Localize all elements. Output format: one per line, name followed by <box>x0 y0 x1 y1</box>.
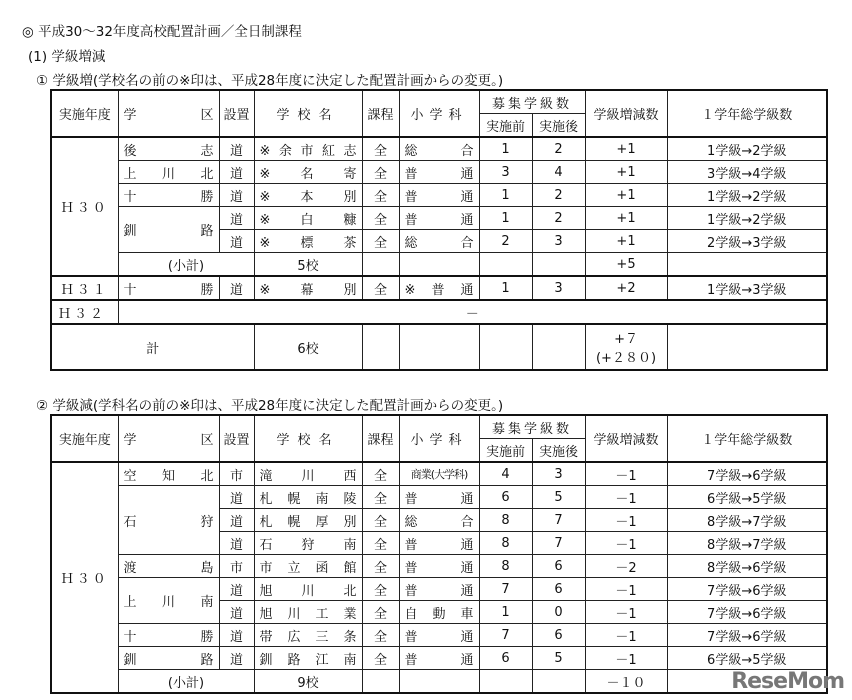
total-cell: 8学級→7学級 <box>667 532 827 555</box>
empty-cell <box>399 670 479 694</box>
subtotal-label: (小計) <box>118 253 254 277</box>
establishment-cell: 道 <box>219 486 254 509</box>
before-cell: 8 <box>479 532 532 555</box>
header-district: 学区 <box>118 90 219 137</box>
header-after: 実施後 <box>532 439 585 463</box>
header-year: 実施年度 <box>51 415 118 462</box>
change-cell: +2 <box>585 276 667 300</box>
empty-cell <box>362 324 399 370</box>
school-name-cell: ※幕別 <box>254 276 362 300</box>
year-cell: Ｈ３１ <box>51 276 118 300</box>
establishment-cell: 道 <box>219 578 254 601</box>
header-classes: 募集学級数 <box>479 415 585 439</box>
table-row <box>51 578 827 601</box>
course-cell: 全 <box>362 276 399 300</box>
school-name-cell: ※本別 <box>254 184 362 207</box>
subject-cell: 普通 <box>399 647 479 670</box>
subject-cell: 総合 <box>399 137 479 161</box>
subject-cell: 普通 <box>399 532 479 555</box>
change-cell: +1 <box>585 161 667 184</box>
school-name-cell: ※余市紅志 <box>254 137 362 161</box>
district-cell: 空知北 <box>118 462 219 486</box>
course-cell: 全 <box>362 578 399 601</box>
before-cell: 1 <box>479 137 532 161</box>
after-cell: 4 <box>532 161 585 184</box>
header-course: 課程 <box>362 90 399 137</box>
total-cell: 7学級→6学級 <box>667 624 827 647</box>
empty-cell <box>532 253 585 277</box>
before-cell: 8 <box>479 509 532 532</box>
before-cell: 1 <box>479 184 532 207</box>
establishment-cell: 道 <box>219 509 254 532</box>
empty-cell <box>532 324 585 370</box>
subject-cell: 普通 <box>399 578 479 601</box>
empty-cell <box>667 324 827 370</box>
class-decrease-table <box>50 414 828 694</box>
before-cell: 3 <box>479 161 532 184</box>
total-change-value: +７ <box>614 332 638 347</box>
table1-caption: ① 学級増(学校名の前の※印は、平成28年度に決定した配置計画からの変更。) <box>36 73 504 89</box>
after-cell: 0 <box>532 601 585 624</box>
header-subject: 小学科 <box>399 415 479 462</box>
change-cell: －1 <box>585 647 667 670</box>
header-total: １学年総学級数 <box>667 90 827 137</box>
total-cell: 1学級→2学級 <box>667 184 827 207</box>
table-row <box>51 300 827 324</box>
subject-cell: 普通 <box>399 486 479 509</box>
before-cell: 4 <box>479 462 532 486</box>
change-cell: －1 <box>585 462 667 486</box>
empty-cell <box>479 324 532 370</box>
after-cell: 6 <box>532 578 585 601</box>
subtotal-label: (小計) <box>118 670 254 694</box>
course-cell: 全 <box>362 601 399 624</box>
total-change-note: (+２８０) <box>595 351 657 366</box>
total-cell: 3学級→4学級 <box>667 161 827 184</box>
district-cell: 上川北 <box>118 161 219 184</box>
district-cell: 石狩 <box>118 486 219 555</box>
establishment-cell: 道 <box>219 624 254 647</box>
table-row <box>51 276 827 300</box>
section-heading: (1) 学級増減 <box>28 49 106 65</box>
school-name-cell: ※白糠 <box>254 207 362 230</box>
establishment-cell: 道 <box>219 230 254 253</box>
establishment-cell: 市 <box>219 462 254 486</box>
subtotal-change: +5 <box>585 253 667 277</box>
change-cell: －2 <box>585 555 667 578</box>
total-cell: 7学級→6学級 <box>667 462 827 486</box>
header-est: 設置 <box>219 90 254 137</box>
before-cell: 7 <box>479 578 532 601</box>
table-row <box>51 462 827 486</box>
after-cell: 5 <box>532 486 585 509</box>
after-cell: 7 <box>532 509 585 532</box>
school-name-cell: 札幌南陵 <box>254 486 362 509</box>
total-schools: 6校 <box>254 324 362 370</box>
after-cell: 5 <box>532 647 585 670</box>
subject-cell: 自動車 <box>399 601 479 624</box>
table-row <box>51 647 827 670</box>
total-cell: 2学級→3学級 <box>667 230 827 253</box>
school-name-cell: 札幌厚別 <box>254 509 362 532</box>
course-cell: 全 <box>362 555 399 578</box>
establishment-cell: 道 <box>219 184 254 207</box>
after-cell: 3 <box>532 230 585 253</box>
subtotal-row <box>51 670 827 694</box>
header-total: １学年総学級数 <box>667 415 827 462</box>
before-cell: 6 <box>479 647 532 670</box>
subject-cell: 普通 <box>399 207 479 230</box>
header-year: 実施年度 <box>51 90 118 137</box>
subtotal-row <box>51 253 827 277</box>
after-cell: 7 <box>532 532 585 555</box>
course-cell: 全 <box>362 509 399 532</box>
header-change: 学級増減数 <box>585 90 667 137</box>
establishment-cell: 道 <box>219 276 254 300</box>
empty-cell <box>362 253 399 277</box>
establishment-cell: 市 <box>219 555 254 578</box>
after-cell: 2 <box>532 207 585 230</box>
total-cell: 7学級→6学級 <box>667 578 827 601</box>
total-change <box>585 324 667 370</box>
total-cell: 8学級→7学級 <box>667 509 827 532</box>
table-row <box>51 486 827 509</box>
subject-cell: 総合 <box>399 230 479 253</box>
change-cell: －1 <box>585 601 667 624</box>
course-cell: 全 <box>362 184 399 207</box>
before-cell: 6 <box>479 486 532 509</box>
change-cell: －1 <box>585 509 667 532</box>
before-cell: 1 <box>479 276 532 300</box>
before-cell: 7 <box>479 624 532 647</box>
before-cell: 1 <box>479 601 532 624</box>
course-cell: 全 <box>362 624 399 647</box>
school-name-cell: 旭川北 <box>254 578 362 601</box>
empty-cell <box>399 253 479 277</box>
before-cell: 1 <box>479 207 532 230</box>
total-cell: 8学級→6学級 <box>667 555 827 578</box>
district-cell: 十勝 <box>118 276 219 300</box>
subject-cell: 普通 <box>399 624 479 647</box>
table2-caption: ② 学級減(学科名の前の※印は、平成28年度に決定した配置計画からの変更。) <box>36 398 504 414</box>
subtotal-schools: 9校 <box>254 670 362 694</box>
total-cell: 1学級→2学級 <box>667 207 827 230</box>
school-name-cell: 帯広三条 <box>254 624 362 647</box>
total-label: 計 <box>51 324 254 370</box>
class-increase-table <box>50 89 828 371</box>
empty-cell <box>532 670 585 694</box>
district-cell: 十勝 <box>118 624 219 647</box>
subject-cell: 商業(大学科) <box>399 462 479 486</box>
subject-cell: ※普通 <box>399 276 479 300</box>
table-row <box>51 207 827 230</box>
school-name-cell: 市立函館 <box>254 555 362 578</box>
header-change: 学級増減数 <box>585 415 667 462</box>
empty-cell <box>667 253 827 277</box>
establishment-cell: 道 <box>219 137 254 161</box>
change-cell: +1 <box>585 207 667 230</box>
establishment-cell: 道 <box>219 601 254 624</box>
before-cell: 2 <box>479 230 532 253</box>
after-cell: 6 <box>532 555 585 578</box>
change-cell: －1 <box>585 624 667 647</box>
subject-cell: 普通 <box>399 184 479 207</box>
course-cell: 全 <box>362 207 399 230</box>
course-cell: 全 <box>362 161 399 184</box>
total-cell: 6学級→5学級 <box>667 647 827 670</box>
total-cell: 1学級→3学級 <box>667 276 827 300</box>
header-district: 学区 <box>118 415 219 462</box>
change-cell: －1 <box>585 578 667 601</box>
watermark-logo: ReseMom <box>731 669 844 694</box>
after-cell: 6 <box>532 624 585 647</box>
after-cell: 3 <box>532 462 585 486</box>
school-name-cell: 旭川工業 <box>254 601 362 624</box>
total-cell: 7学級→6学級 <box>667 601 827 624</box>
school-name-cell: ※標茶 <box>254 230 362 253</box>
header-row <box>51 415 827 439</box>
change-cell: －1 <box>585 532 667 555</box>
district-cell: 釧路 <box>118 207 219 253</box>
total-cell: 1学級→2学級 <box>667 137 827 161</box>
header-row <box>51 90 827 114</box>
year-cell: Ｈ３０ <box>51 462 118 693</box>
district-cell: 十勝 <box>118 184 219 207</box>
course-cell: 全 <box>362 230 399 253</box>
course-cell: 全 <box>362 486 399 509</box>
table-row <box>51 161 827 184</box>
total-row <box>51 324 827 370</box>
table-row <box>51 137 827 161</box>
header-classes: 募集学級数 <box>479 90 585 114</box>
header-before: 実施前 <box>479 114 532 138</box>
establishment-cell: 道 <box>219 161 254 184</box>
before-cell: 8 <box>479 555 532 578</box>
change-cell: +1 <box>585 230 667 253</box>
empty-cell <box>479 670 532 694</box>
district-cell: 後志 <box>118 137 219 161</box>
table-row <box>51 555 827 578</box>
district-cell: 釧路 <box>118 647 219 670</box>
header-est: 設置 <box>219 415 254 462</box>
empty-cell <box>399 324 479 370</box>
empty-cell <box>362 670 399 694</box>
school-name-cell: 釧路江南 <box>254 647 362 670</box>
district-cell: 渡島 <box>118 555 219 578</box>
course-cell: 全 <box>362 647 399 670</box>
table-row <box>51 184 827 207</box>
district-cell: 上川南 <box>118 578 219 624</box>
header-after: 実施後 <box>532 114 585 138</box>
after-cell: 2 <box>532 137 585 161</box>
year-cell: Ｈ３０ <box>51 137 118 276</box>
table-row <box>51 624 827 647</box>
change-cell: +1 <box>585 184 667 207</box>
school-name-cell: 滝川西 <box>254 462 362 486</box>
change-cell: －1 <box>585 486 667 509</box>
subject-cell: 総合 <box>399 509 479 532</box>
school-name-cell: 石狩南 <box>254 532 362 555</box>
subtotal-schools: 5校 <box>254 253 362 277</box>
after-cell: 2 <box>532 184 585 207</box>
empty-cell: － <box>118 300 827 324</box>
header-school: 学校名 <box>254 90 362 137</box>
establishment-cell: 道 <box>219 207 254 230</box>
establishment-cell: 道 <box>219 647 254 670</box>
course-cell: 全 <box>362 462 399 486</box>
empty-cell <box>479 253 532 277</box>
header-before: 実施前 <box>479 439 532 463</box>
header-school: 学校名 <box>254 415 362 462</box>
subject-cell: 普通 <box>399 161 479 184</box>
change-cell: +1 <box>585 137 667 161</box>
after-cell: 3 <box>532 276 585 300</box>
header-subject: 小学科 <box>399 90 479 137</box>
document-title: ◎ 平成30～32年度高校配置計画／全日制課程 <box>22 24 302 40</box>
year-cell: Ｈ３２ <box>51 300 118 324</box>
school-name-cell: ※名寄 <box>254 161 362 184</box>
subtotal-change: －１０ <box>585 670 667 694</box>
course-cell: 全 <box>362 137 399 161</box>
total-cell: 6学級→5学級 <box>667 486 827 509</box>
establishment-cell: 道 <box>219 532 254 555</box>
course-cell: 全 <box>362 532 399 555</box>
subject-cell: 普通 <box>399 555 479 578</box>
header-course: 課程 <box>362 415 399 462</box>
